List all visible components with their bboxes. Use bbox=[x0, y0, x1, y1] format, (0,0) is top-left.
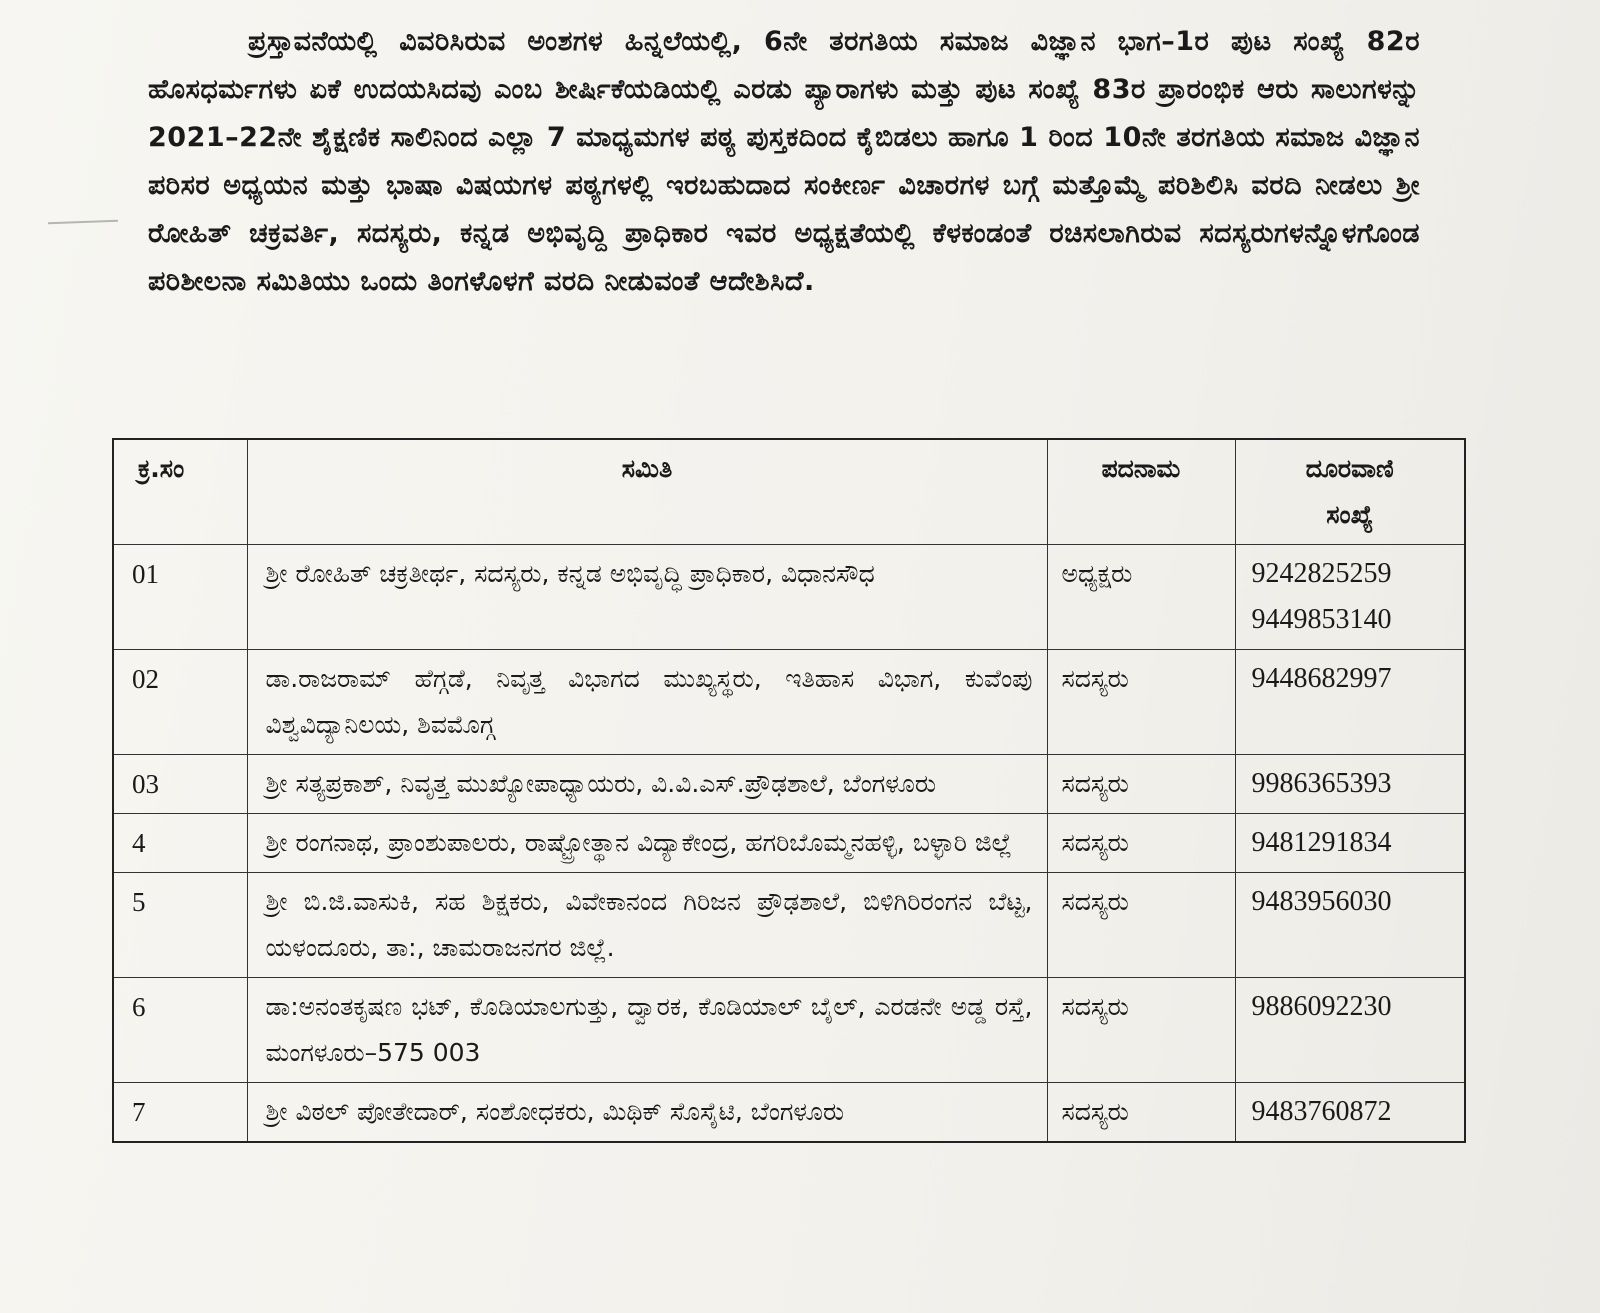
header-sl-no: ಕ್ರ.ಸಂ bbox=[113, 439, 247, 545]
row-sl-no: 6 bbox=[113, 978, 247, 1083]
header-phone-line2: ಸಂಖ್ಯೆ bbox=[1326, 500, 1374, 529]
row-phone bbox=[1235, 978, 1465, 1083]
header-designation: ಪದನಾಮ bbox=[1047, 439, 1235, 545]
row-designation: ಸದಸ್ಯರು bbox=[1047, 873, 1235, 978]
phone-number: 9449853140 bbox=[1251, 604, 1392, 635]
row-member-name: ಶ್ರೀ ರೋಹಿತ್ ಚಕ್ರತೀರ್ಥ, ಸದಸ್ಯರು, ಕನ್ನಡ ಅಭಿವೃದ್ಧಿ ಪ್ರಾಧಿಕಾರ, ವಿಧಾನಸೌಧ bbox=[247, 545, 1047, 650]
order-paragraph: ಪ್ರಸ್ತಾವನೆಯಲ್ಲಿ ವಿವರಿಸಿರುವ ಅಂಶಗಳ ಹಿನ್ನಲೆಯಲ್ಲಿ, 6ನೇ ತರಗತಿಯ ಸಮಾಜ ವಿಜ್ಞಾನ ಭಾಗ–1ರ ಪುಟ ಸಂಖ್ಯೆ 82ರ ಹೊಸಧರ್ಮಗಳು ಏಕೆ ಉದಯಸಿದವು ಎಂಬ ಶೀರ್ಷಿಕೆಯಡಿಯಲ್ಲಿ ಎರಡು ಪ್ಯಾರಾಗಳು ಮತ್ತು ಪುಟ ಸಂಖ್ಯೆ 83ರ ಪ್ರಾರಂಭಿಕ ಆರು ಸಾಲುಗಳನ್ನು 2021–22ನೇ ಶೈಕ್ಷಣಿಕ ಸಾಲಿನಿಂದ ಎಲ್ಲಾ 7 ಮಾಧ್ಯಮಗಳ ಪಠ್ಯ ಪುಸ್ತಕದಿಂದ ಕೈಬಿಡಲು ಹಾಗೂ 1 ರಿಂದ 10ನೇ ತರಗತಿಯ ಸಮಾಜ ವಿಜ್ಞಾನ ಪರಿಸರ ಅಧ್ಯಯನ ಮತ್ತು ಭಾಷಾ ವಿಷಯಗಳ ಪಠ್ಯಗಳಲ್ಲಿ ಇರಬಹುದಾದ ಸಂಕೀರ್ಣ ವಿಚಾರಗಳ ಬಗ್ಗೆ ಮತ್ತೊಮ್ಮೆ ಪರಿಶಿಲಿಸಿ ವರದಿ ನೀಡಲು ಶ್ರೀ ರೋಹಿತ್ ಚಕ್ರವರ್ತಿ, ಸದಸ್ಯರು, ಕನ್ನಡ ಅಭಿವೃದ್ದಿ ಪ್ರಾಧಿಕಾರ ಇವರ ಅಧ್ಯಕ್ಷತೆಯಲ್ಲಿ ಕೆಳಕಂಡಂತೆ ರಚಿಸಲಾಗಿರುವ ಸದಸ್ಯರುಗಳನ್ನೊಳಗೊಂಡ ಪರಿಶೀಲನಾ ಸಮಿತಿಯು ಒಂದು ತಿಂಗಳೊಳಗೆ ವರದಿ ನೀಡುವಂತೆ ಆದೇಶಿಸಿದೆ. bbox=[148, 26, 1420, 297]
row-member-name: ಶ್ರೀ ಸತ್ಯಪ್ರಕಾಶ್, ನಿವೃತ್ತ ಮುಖ್ಯೋಪಾಧ್ಯಾಯರು, ವಿ.ವಿ.ಎಸ್.ಪ್ರೌಢಶಾಲೆ, ಬೆಂಗಳೂರು bbox=[247, 755, 1047, 814]
row-phone bbox=[1235, 814, 1465, 873]
phone-number: 9986365393 bbox=[1251, 768, 1392, 799]
row-member-name: ಶ್ರೀ ರಂಗನಾಥ, ಪ್ರಾಂಶುಪಾಲರು, ರಾಷ್ಟ್ರೋತ್ಥಾನ ವಿದ್ಯಾಕೇಂದ್ರ, ಹಗರಿಬೊಮ್ಮನಹಳ್ಳಿ, ಬಳ್ಳಾರಿ ಜಿಲ್ಲೆ bbox=[247, 814, 1047, 873]
phone-number: 9242825259 bbox=[1251, 558, 1392, 589]
phone-number: 9483956030 bbox=[1251, 886, 1392, 917]
table-row bbox=[113, 873, 1465, 978]
table-row bbox=[113, 814, 1465, 873]
table-row bbox=[113, 978, 1465, 1083]
row-phone bbox=[1235, 873, 1465, 978]
phone-number: 9448682997 bbox=[1251, 663, 1392, 694]
row-designation: ಸದಸ್ಯರು bbox=[1047, 814, 1235, 873]
margin-pen-mark bbox=[48, 220, 118, 224]
row-phone bbox=[1235, 1083, 1465, 1143]
row-member-name: ಶ್ರೀ ವಿಠಲ್ ಪೋತೇದಾರ್, ಸಂಶೋಧಕರು, ಮಿಥಿಕ್ ಸೊಸೈಟಿ, ಬೆಂಗಳೂರು bbox=[247, 1083, 1047, 1143]
row-designation: ಸದಸ್ಯರು bbox=[1047, 978, 1235, 1083]
row-designation: ಸದಸ್ಯರು bbox=[1047, 650, 1235, 755]
row-designation: ಸದಸ್ಯರು bbox=[1047, 1083, 1235, 1143]
row-sl-no: 03 bbox=[113, 755, 247, 814]
row-sl-no: 4 bbox=[113, 814, 247, 873]
header-phone-line1: ದೂರವಾಣಿ bbox=[1305, 454, 1394, 483]
row-member-name: ಡಾ:ಅನಂತಕೃಷಣ ಭಟ್, ಕೊಡಿಯಾಲಗುತ್ತು, ದ್ವಾರಕ, ಕೊಡಿಯಾಲ್ ಬೈಲ್, ಎರಡನೇ ಅಡ್ಡ ರಸ್ತೆ, ಮಂಗಳೂರು–575 003 bbox=[247, 978, 1047, 1083]
phone-number: 9886092230 bbox=[1251, 991, 1392, 1022]
table-row bbox=[113, 1083, 1465, 1143]
row-phone bbox=[1235, 545, 1465, 650]
row-designation: ಅಧ್ಯಕ್ಷರು bbox=[1047, 545, 1235, 650]
table-row bbox=[113, 650, 1465, 755]
committee-table bbox=[112, 438, 1466, 1143]
committee-table-wrapper bbox=[112, 438, 1464, 1143]
row-member-name: ಶ್ರೀ ಬಿ.ಜಿ.ವಾಸುಕಿ, ಸಹ ಶಿಕ್ಷಕರು, ವಿವೇಕಾನಂದ ಗಿರಿಜನ ಪ್ರೌಢಶಾಲೆ, ಬಿಳಿಗಿರಿರಂಗನ ಬೆಟ್ಟ, ಯಳಂದೂರು, ತಾ:, ಚಾಮರಾಜನಗರ ಜಿಲ್ಲೆ. bbox=[247, 873, 1047, 978]
phone-number: 9483760872 bbox=[1251, 1096, 1392, 1127]
header-committee: ಸಮಿತಿ bbox=[247, 439, 1047, 545]
row-sl-no: 7 bbox=[113, 1083, 247, 1143]
table-row bbox=[113, 545, 1465, 650]
row-member-name: ಡಾ.ರಾಜರಾಮ್ ಹೆಗ್ಗಡೆ, ನಿವೃತ್ತ ವಿಭಾಗದ ಮುಖ್ಯಸ್ಥರು, ಇತಿಹಾಸ ವಿಭಾಗ, ಕುವೆಂಪು ವಿಶ್ವವಿದ್ಯಾನಿಲಯ, ಶಿವಮೊಗ್ಗ bbox=[247, 650, 1047, 755]
header-phone bbox=[1235, 439, 1465, 545]
row-designation: ಸದಸ್ಯರು bbox=[1047, 755, 1235, 814]
table-row bbox=[113, 755, 1465, 814]
phone-number: 9481291834 bbox=[1251, 827, 1392, 858]
row-phone bbox=[1235, 755, 1465, 814]
row-sl-no: 5 bbox=[113, 873, 247, 978]
table-header-row bbox=[113, 439, 1465, 545]
row-sl-no: 02 bbox=[113, 650, 247, 755]
row-sl-no: 01 bbox=[113, 545, 247, 650]
row-phone bbox=[1235, 650, 1465, 755]
table-body bbox=[113, 545, 1465, 1143]
